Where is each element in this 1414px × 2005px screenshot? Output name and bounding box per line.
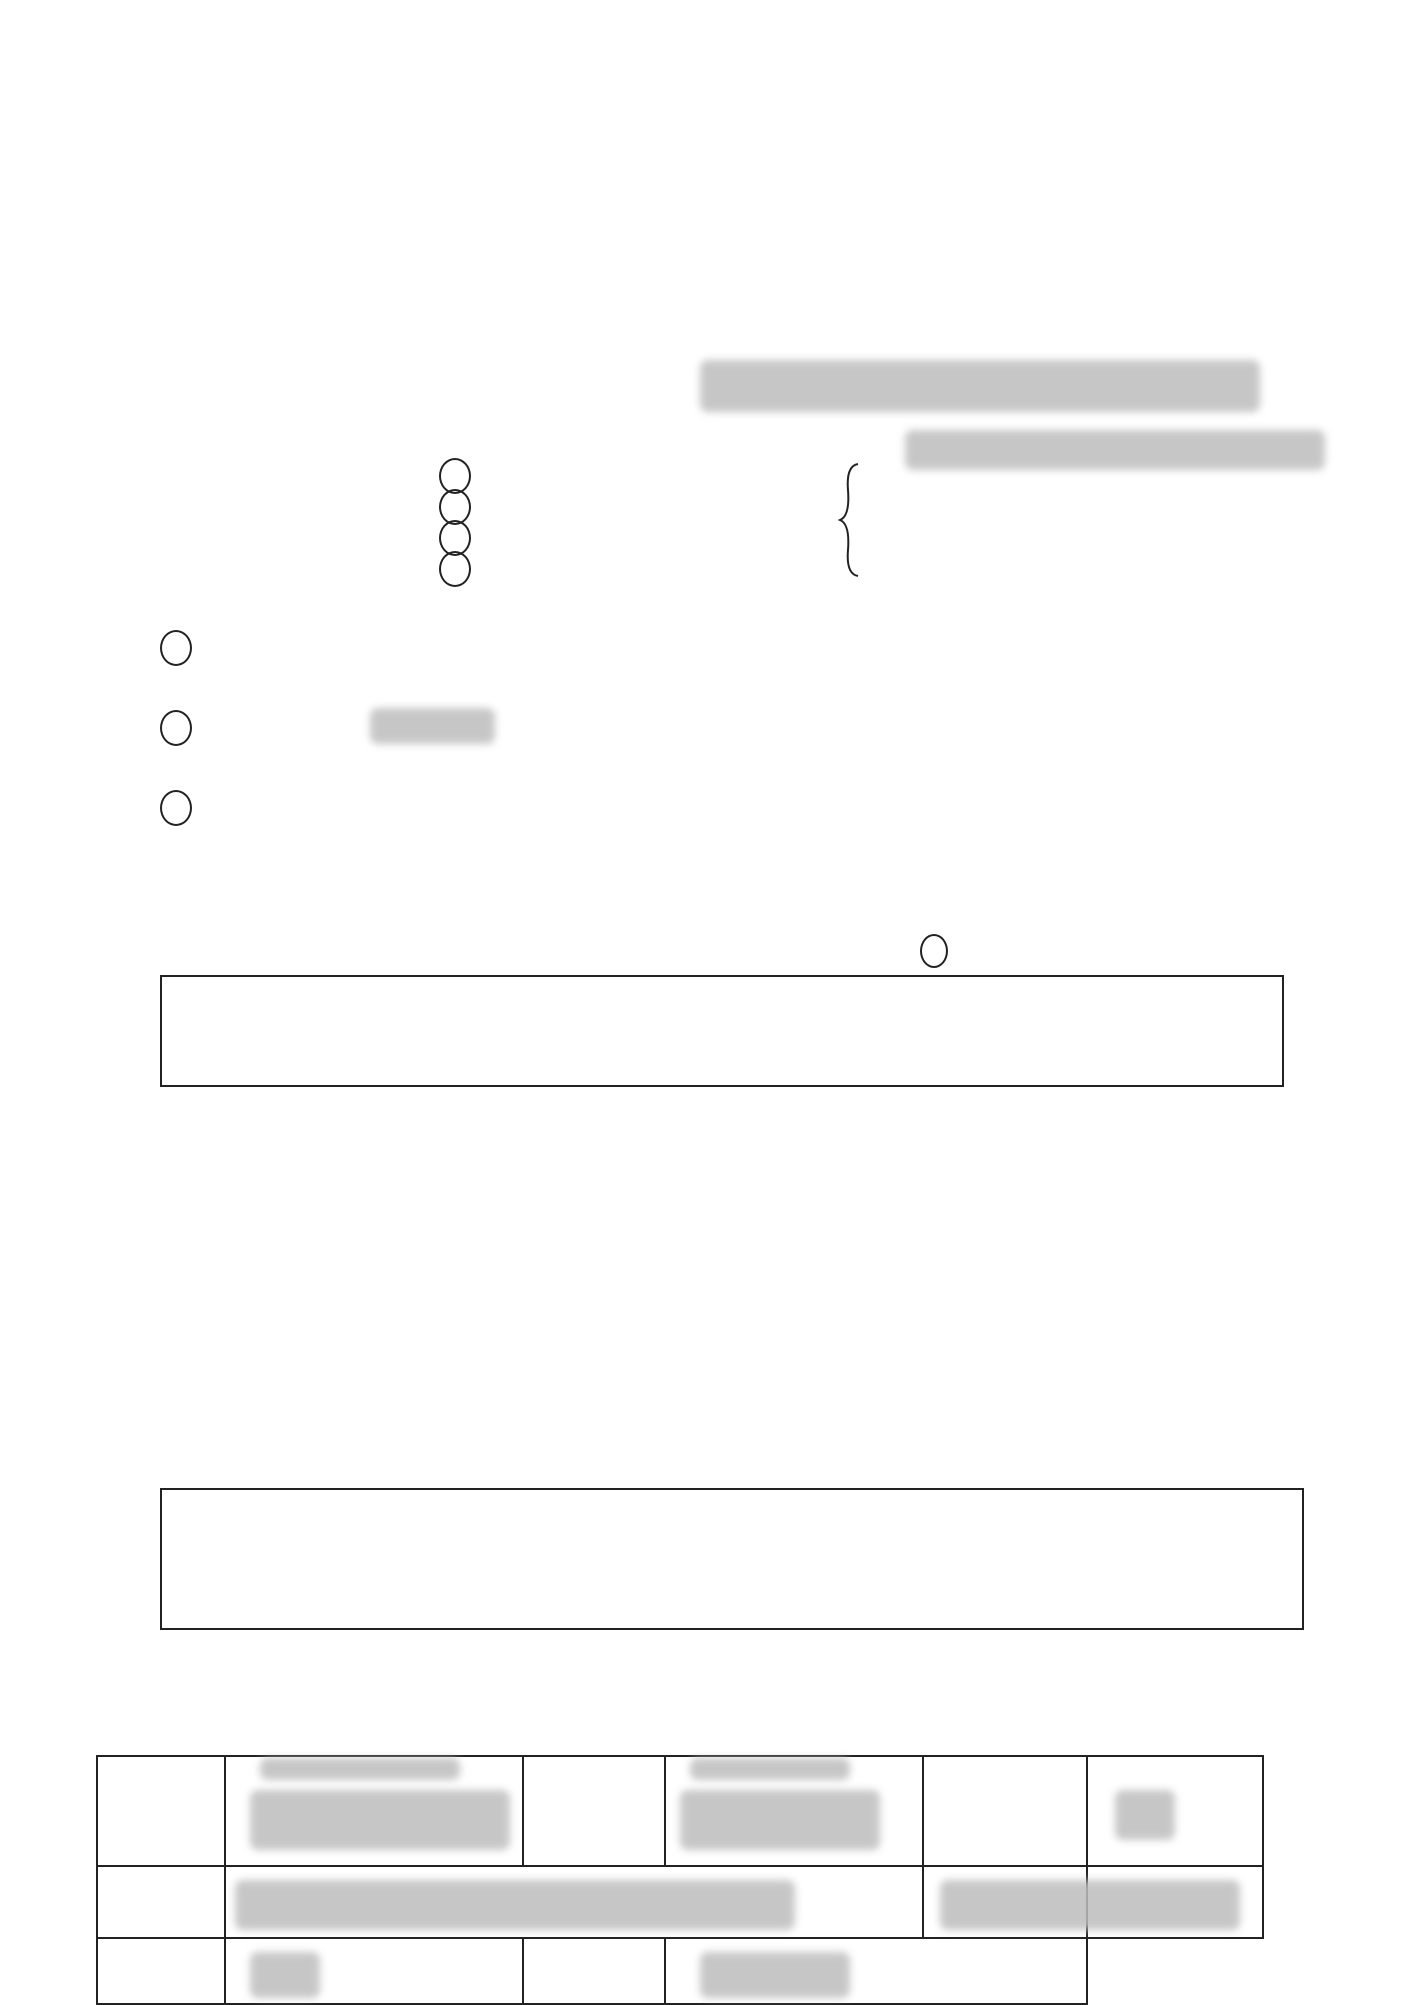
redacted-deceased-name xyxy=(250,1790,510,1850)
redacted-relation xyxy=(1115,1790,1175,1840)
redacted-deceased-furigana xyxy=(260,1758,460,1780)
q2-answer-circle-4 xyxy=(439,551,471,587)
redacted-wake-date xyxy=(250,1952,320,1998)
redacted-writer-name xyxy=(680,1790,880,1850)
redacted-address xyxy=(235,1880,795,1930)
redacted-q2 xyxy=(905,430,1325,470)
redacted-q1-other xyxy=(700,360,1260,412)
writer-label xyxy=(523,1756,665,1866)
deceased-name-label xyxy=(97,1756,225,1866)
relation-label xyxy=(923,1756,1087,1866)
q6-answer-circle xyxy=(920,934,948,968)
empty-cell xyxy=(1087,1938,1263,2004)
q2-brace xyxy=(838,460,868,580)
redacted-writer-furigana xyxy=(690,1758,850,1780)
redacted-temple-name xyxy=(370,708,495,744)
relation-cell[interactable] xyxy=(1087,1756,1263,1866)
funeral-label xyxy=(523,1938,665,2004)
redacted-phone xyxy=(940,1880,1240,1930)
q6-comment-box[interactable] xyxy=(160,975,1284,1087)
q5-answer-circle xyxy=(160,790,192,826)
wake-label xyxy=(97,1938,225,2004)
q4-answer-circle xyxy=(160,710,192,746)
q8-comment-box[interactable] xyxy=(160,1488,1304,1630)
redacted-funeral-date xyxy=(700,1952,850,1998)
q3-answer-circle xyxy=(160,630,192,666)
address-label xyxy=(97,1866,225,1938)
